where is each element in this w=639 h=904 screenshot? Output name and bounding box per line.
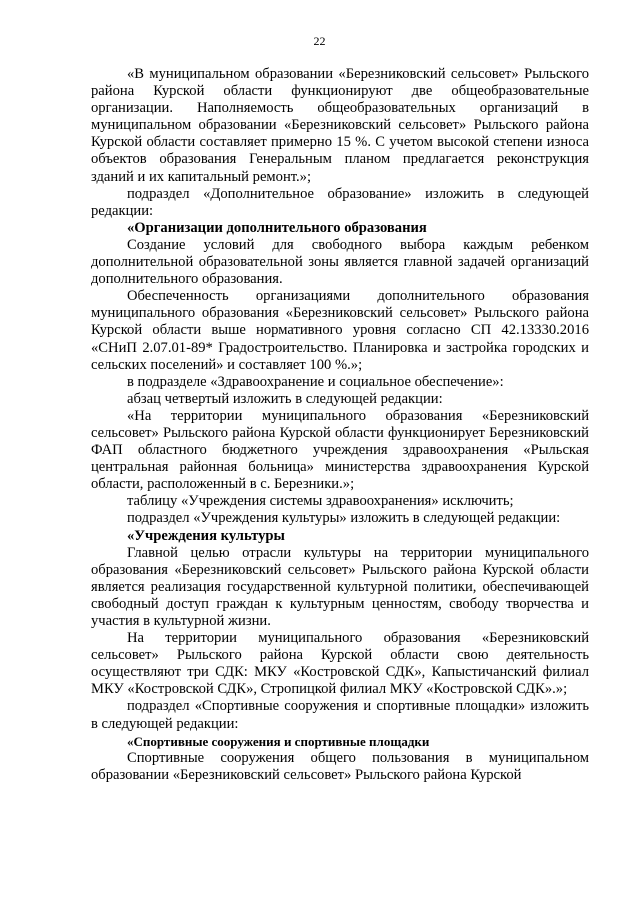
paragraph-culture-sdk: На территории муниципального образования «Березниковский сельсовет» Рыльского района Курской области свою деятельность осуществляют три СДК: МКУ «Костровской СДК», Капыстичанский филиал МКУ «Костровской СДК», Стропицкой филиал МКУ «Костровской СДК».»; [91,630,589,698]
document-body [91,66,589,784]
page-number: 22 [313,34,326,48]
paragraph-healthcare-subsection: в подразделе «Здравоохранение и социальное обеспечение»: [127,373,504,390]
paragraph-healthcare-fap: «На территории муниципального образования «Березниковский сельсовет» Рыльского района Курской области функционирует Березниковский ФАП областного бюджетного учреждения здравоохранения «Рыльская центральная районная больница» министерства здравоохранения Курской области, расположенный в с. Березники.»; [91,407,589,493]
paragraph-culture-instruction: подраздел «Учреждения культуры» изложить в следующей редакции: [127,510,561,527]
paragraph-sports-instruction: подраздел «Спортивные сооружения и спортивные площадки» изложить в следующей редакции: [91,698,589,732]
paragraph-culture-goal: Главной целью отрасли культуры на территории муниципального образования «Березниковский сельсовет» Рыльского района Курской области является реализация государственной культурной политики, обеспечивающей свободный доступ граждан к культурным ценностям, свободу творчества и участия в культурной жизни. [91,544,589,629]
paragraph-additional-education-provision: Обеспеченность организациями дополнительного образования муниципального образования «Березниковский сельсовет» Рыльского района Курской области выше нормативного уровня согласно СП 42.13330.2016 «СНиП 2.07.01-89* Градостроительство. Планировка и застройка городских и сельских поселений» и составляет 100 %.»; [91,288,589,373]
paragraph-healthcare-instruction: абзац четвертый изложить в следующей редакции: [127,390,443,407]
heading-sports: «Спортивные сооружения и спортивные площадки [127,733,430,749]
paragraph-additional-education-instruction: подраздел «Дополнительное образование» изложить в следующей редакции: [91,185,589,219]
heading-culture: «Учреждения культуры [127,527,285,544]
paragraph-healthcare-table-removal: таблицу «Учреждения системы здравоохранения» исключить; [127,493,514,510]
paragraph-additional-education-conditions: Создание условий для свободного выбора каждым ребенком дополнительной образовательной зоны является главной задачей организаций дополнительного образования. [91,236,589,288]
paragraph-education-general: «В муниципальном образовании «Березниковский сельсовет» Рыльского района Курской области функционируют две общеобразовательные организации. Наполняемость общеобразовательных организаций в муниципальном образовании «Березниковский сельсовет» Рыльского района Курской области составляет примерно 15 %. С учетом высокой степени износа объектов образования Генеральным планом предлагается реконструкция зданий и их капитальный ремонт.»; [91,66,589,185]
heading-additional-education: «Организации дополнительного образования [127,219,427,236]
paragraph-sports-facilities: Спортивные сооружения общего пользования в муниципальном образовании «Березниковский сельсовет» Рыльского района Курской [91,749,589,783]
